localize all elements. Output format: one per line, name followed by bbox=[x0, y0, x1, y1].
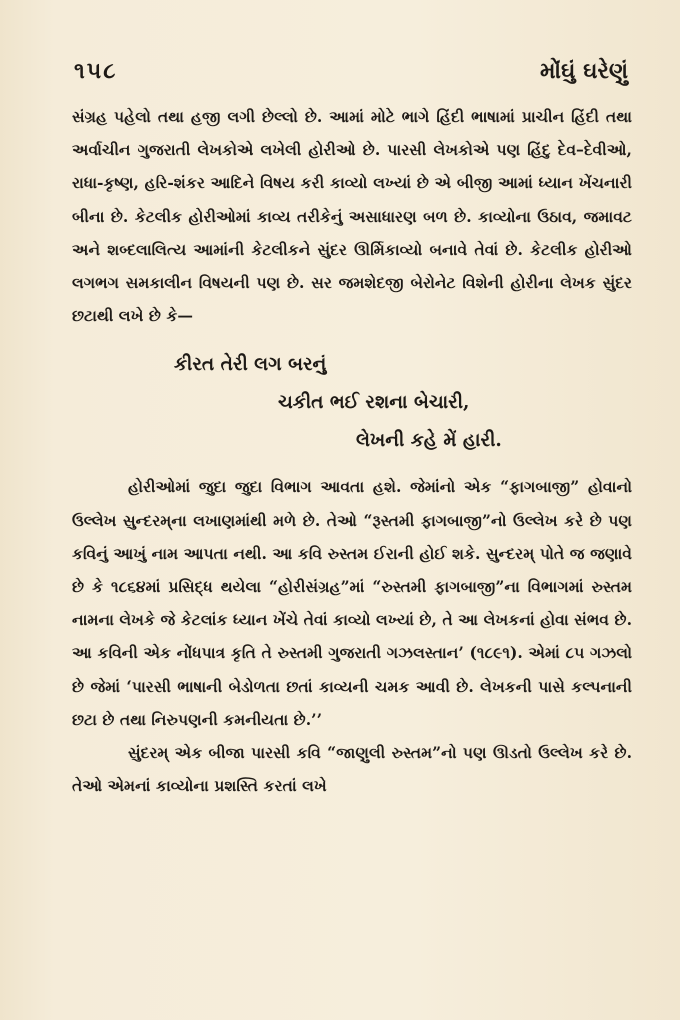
paragraph-1: સંગ્રહ પહેલો તથા હજી લગી છેલ્લો છે. આમાં મોટે ભાગે હિંદી ભાષામાં પ્રાચીન હિંદી તથા અર્વાચીન ગુજરાતી લેખકોએ લખેલી હોરીઓ છે. પારસી લેખકોએ પણ હિંદુ દેવ–દેવીઓ, રાધા-કૃષ્ણ, હરિ-શંકર આદિને વિષય કરી કાવ્યો લખ્યાં છે એ બીજી આમાં ધ્યાન ખેંચનારી બીના છે. કેટલીક હોરીઓમાં કાવ્ય તરીકેનું અસાધારણ બળ છે. કાવ્યોના ઉઠાવ, જમાવટ અને શબ્દલાલિત્ય આમાંની કેટલીકને સુંદર ઊર્મિકાવ્યો બનાવે તેવાં છે. કેટલીક હોરીઓ લગભગ સમકાલીન વિષયની પણ છે. સર જમશેદજી બેરોનેટ વિશેની હોરીના લેખક સુંદર છટાથી લખે છે કે— bbox=[72, 107, 632, 326]
poem-line-2: ચકીત ભઈ રશના બેચારી, bbox=[278, 392, 470, 414]
page-number: ૧૫૮ bbox=[74, 58, 118, 84]
poem-line-1: કીરત તેરી લગ બરનું bbox=[174, 354, 327, 376]
running-head-title: મોંઘું ઘરેણું bbox=[540, 58, 628, 84]
paragraph-2: હોરીઓમાં જુદા જુદા વિભાગ આવતા હશે. જેમાંનો એક “ફાગબાજી” હોવાનો ઉલ્લેખ સુન્દરમ્‌ના લખાણમાંથી મળે છે. તેઓ “રૂસ્તમી ફાગબાજી”નો ઉલ્લેખ કરે છે પણ કવિનું આખું નામ આપતા નથી. આ કવિ રુસ્તમ ઈરાની હોઈ શકે. સુન્દરમ્‌ પોતે જ જણાવે છે કે ૧૮૬૪માં પ્રસિદ્ધ થયેલા “હોરીસંગ્રહ”માં “રુસ્તમી ફાગબાજી”ના વિભાગમાં રુસ્તમ નામના લેખકે જે કેટલાંક ધ્યાન ખેંચે તેવાં કાવ્યો લખ્યાં છે, તે આ લેખકનાં હોવા સંભવ છે. આ કવિની એક નોંધપાત્ર કૃતિ તે રુસ્તમી ગુજરાતી ગઝલસ્તાન’ (૧૮૯૧). એમાં ૮૫ ગઝલો છે જેમાં ‘પારસી ભાષાની બેડોળતા છતાં કાવ્યની ચમક આવી છે. લેખકની પાસે કલ્પનાની છટા છે તથા નિરુપણની કમનીયતા છે.’’ bbox=[72, 477, 632, 729]
poem-quote bbox=[72, 346, 632, 460]
poem-line-3: લેખની કહે મેં હારી. bbox=[356, 430, 502, 452]
paragraph-3: સુંદરમ્‌ એક બીજા પારસી કવિ “જાણુલી રુસ્તમ”નો પણ ઊડતો ઉલ્લેખ કરે છે. તેઓ એમનાં કાવ્યોના પ્રશસ્તિ કરતાં લખે bbox=[72, 743, 632, 796]
page-body bbox=[72, 100, 632, 802]
